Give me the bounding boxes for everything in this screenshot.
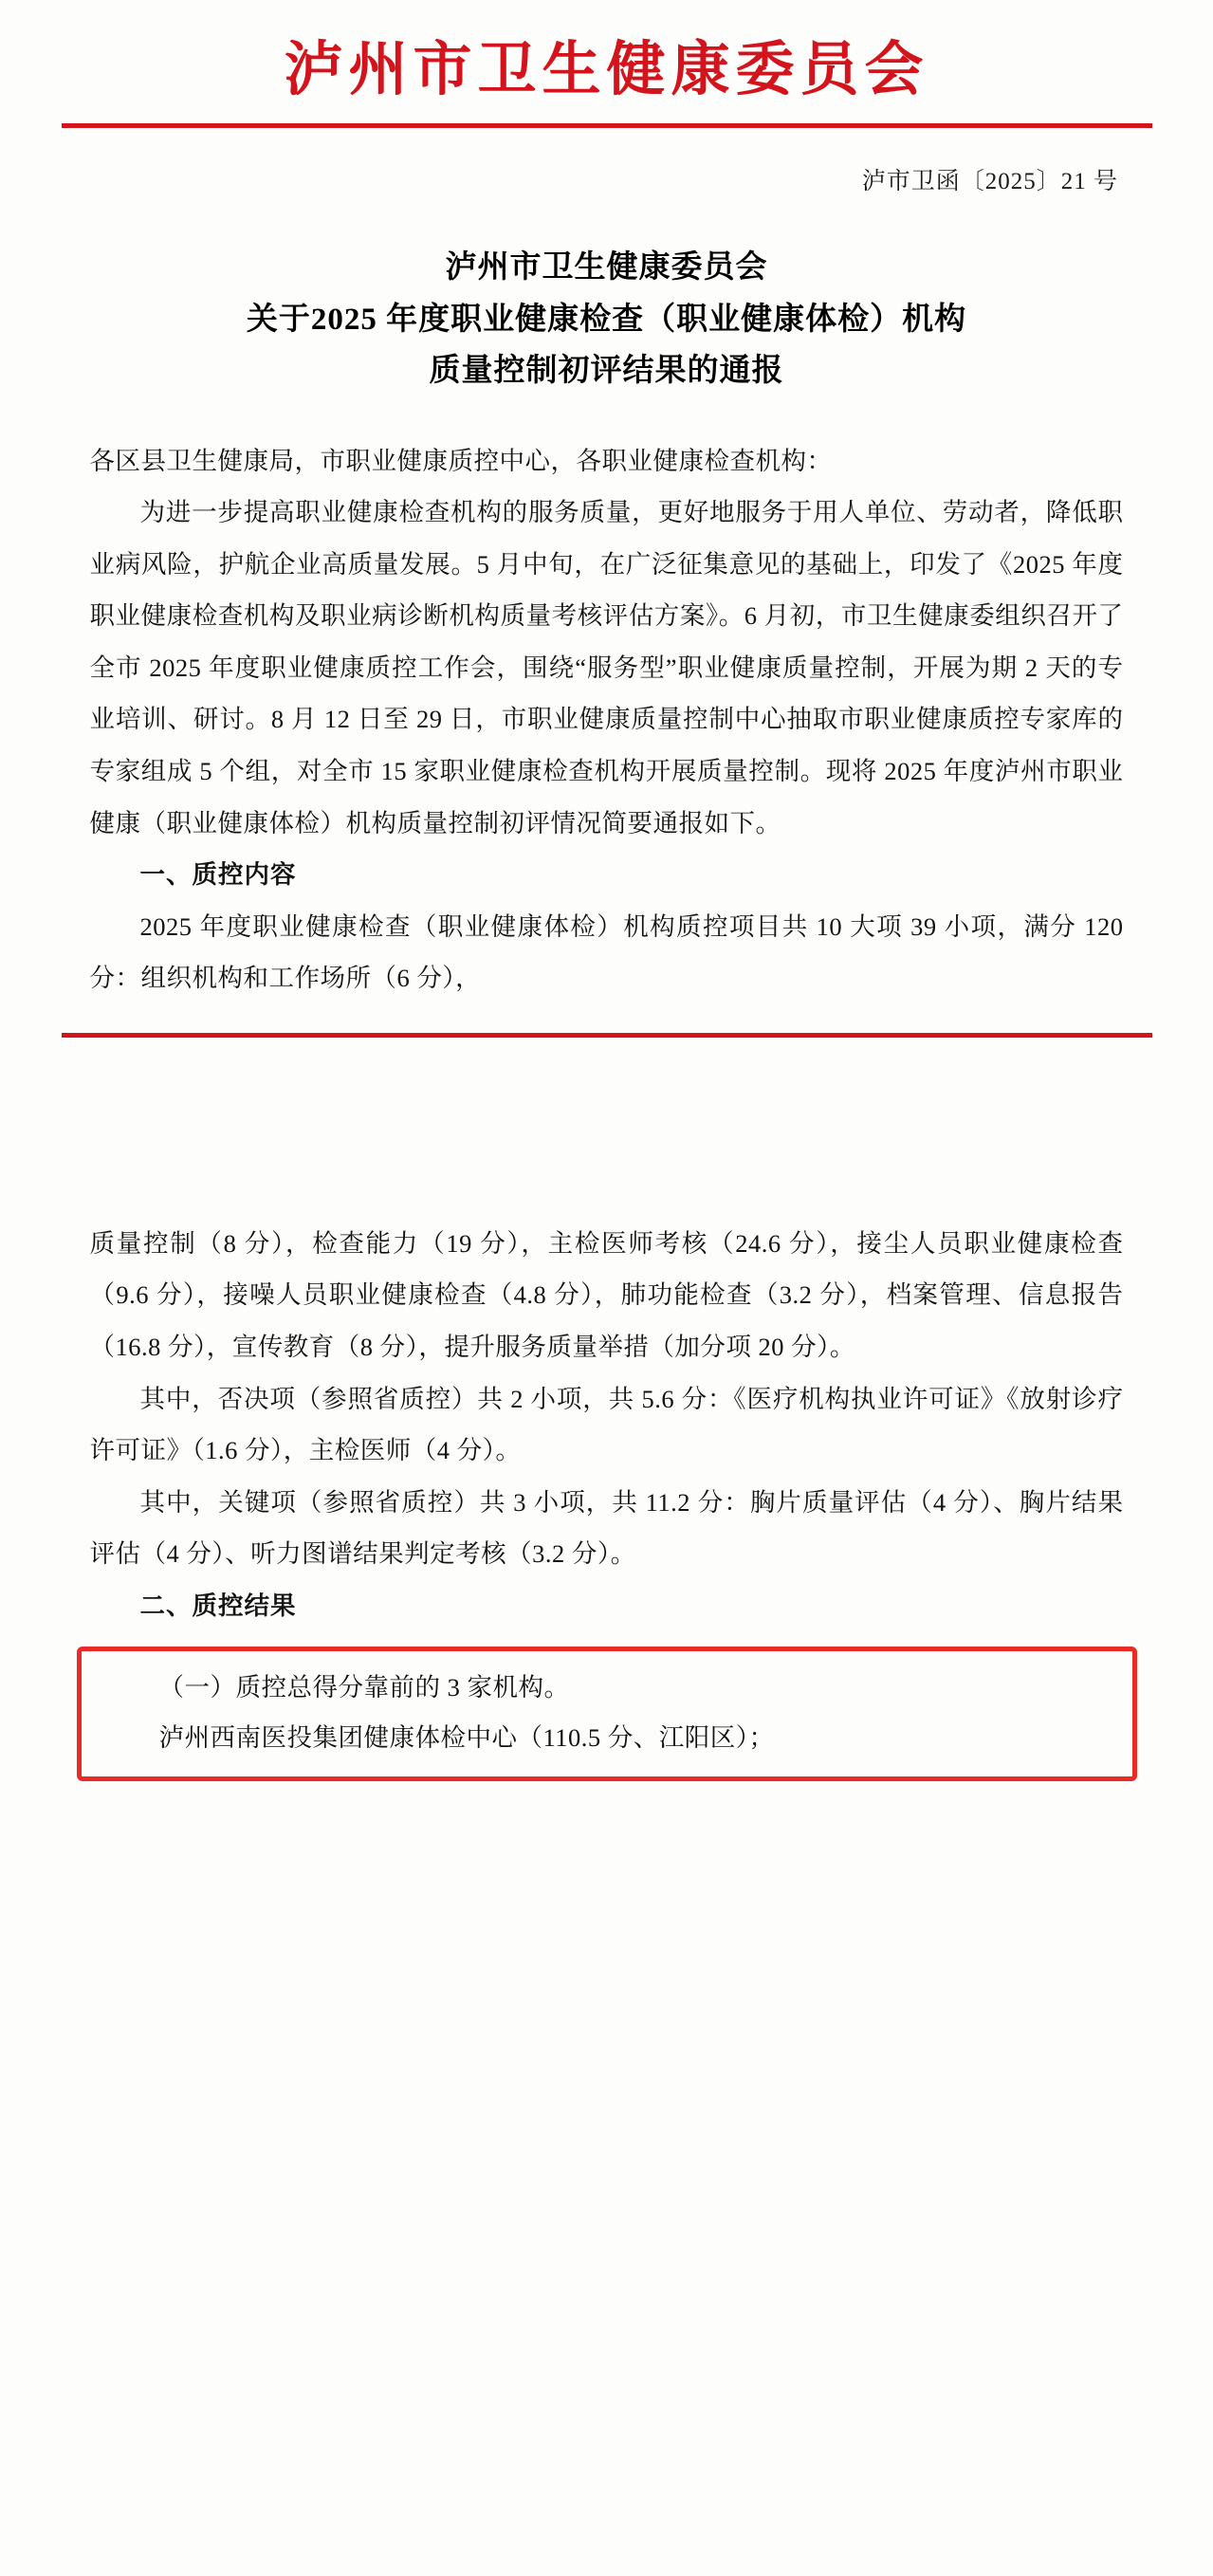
highlight-callout — [77, 1647, 1137, 1781]
title-line-2: 关于2025 年度职业健康检查（职业健康体检）机构 — [246, 302, 967, 337]
title-line-3: 质量控制初评结果的通报 — [429, 354, 784, 389]
letterhead-divider — [62, 123, 1152, 128]
page-break-gap — [0, 1038, 1213, 1180]
section-one-heading: 一、质控内容 — [139, 860, 297, 890]
highlight-item-label: （一）质控总得分靠前的 3 家机构。 — [158, 1673, 570, 1702]
section-two-heading: 二、质控结果 — [139, 1591, 297, 1620]
salutation: 各区县卫生健康局，市职业健康质控中心，各职业健康检查机构： — [89, 446, 833, 475]
section-one-paragraph-continued: 质量控制（8 分），检查能力（19 分），主检医师考核（24.6 分），接尘人员职业健康检查（9.6 分），接噪人员职业健康检查（4.8 分），肺功能检查（3.2 分），档案管理、信息报告（16.8 分），宣传教育（8 分），提升服务质量举措（加分项 20 分）。 — [89, 1228, 1124, 1362]
letterhead-block — [0, 0, 1213, 128]
body-page-1 — [90, 435, 1124, 1004]
key-items-paragraph: 其中，关键项（参照省质控）共 3 小项，共 11.2 分：胸片质量评估（4 分）、胸片结果评估（4 分）、听力图谱结果判定考核（3.2 分）。 — [89, 1487, 1124, 1569]
intro-paragraph: 为进一步提高职业健康检查机构的服务质量，更好地服务于用人单位、劳动者，降低职业病风险，护航企业高质量发展。5 月中旬，在广泛征集意见的基础上，印发了《2025 年度职业健康检查机构及职业病诊断机构质量考核评估方案》。6 月初，市卫生健康委组织召开了全市 2025 年度职业健康质控工作会，围绕“服务型”职业健康质量控制，开展为期 2 天的专业培训、研讨。8 月 12 日至 29 日，市职业健康质量控制中心抽取市职业健康质控专家库的专家组成 5 个组，对全市 15 家职业健康检查机构开展质量控制。现将 2025 年度泸州市职业健康（职业健康体检）机构质量控制初评情况简要通报如下。 — [89, 498, 1124, 837]
title-line-1: 泸州市卫生健康委员会 — [445, 250, 768, 285]
letterhead-title: 泸州市卫生健康委员会 — [284, 38, 929, 102]
body-page-2 — [90, 1218, 1124, 1632]
document-title — [0, 242, 1213, 396]
section-one-paragraph: 2025 年度职业健康检查（职业健康体检）机构质控项目共 10 大项 39 小项，满分 120 分：组织机构和工作场所（6 分）， — [89, 911, 1124, 993]
document-number: 泸市卫函〔2025〕21 号 — [861, 169, 1118, 195]
veto-items-paragraph: 其中，否决项（参照省质控）共 2 小项，共 5.6 分：《医疗机构执业许可证》《放射诊疗许可证》（1.6 分），主检医师（4 分）。 — [89, 1384, 1124, 1465]
highlight-first-entry: 泸州西南医投集团健康体检中心（110.5 分、江阳区）； — [158, 1723, 775, 1753]
